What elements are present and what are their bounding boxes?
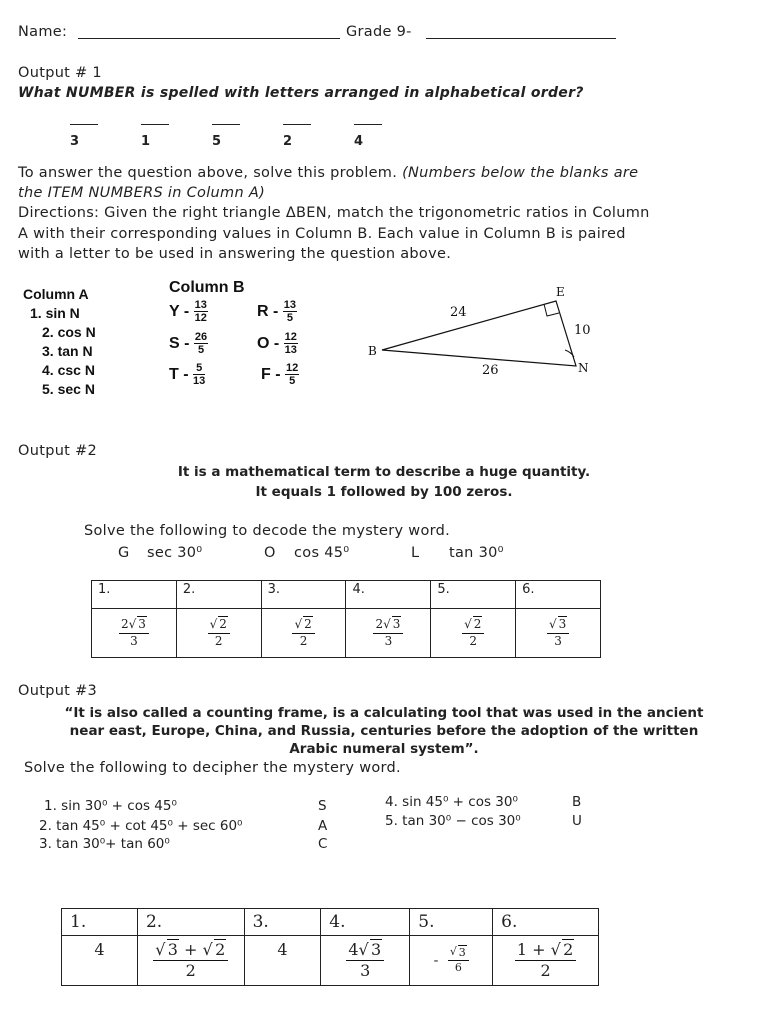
directions-line-2: A with their corresponding values in Column B. Each value in Column B is paired bbox=[18, 226, 626, 242]
table-header-cell: 2. bbox=[137, 909, 244, 936]
side-be-label: 24 bbox=[450, 305, 467, 320]
column-a-item: 2. cos N bbox=[42, 324, 96, 340]
table-value-cell bbox=[431, 609, 516, 658]
intro-note-1: (Numbers below the blanks are bbox=[402, 165, 639, 181]
fraction: √ $\frac{3}{6}$ bbox=[448, 947, 469, 974]
table-header-cell: 5. bbox=[431, 581, 516, 609]
table-header-cell: 6. bbox=[493, 909, 599, 936]
table-value-cell: 4 bbox=[244, 936, 321, 986]
triangle-ben bbox=[382, 301, 576, 366]
clue-expression: sec 30⁰ bbox=[147, 545, 203, 561]
column-b-fraction: $\frac{12}{5}$ bbox=[286, 362, 299, 387]
table-header-cell: 5. bbox=[410, 909, 493, 936]
column-a-item: 1. sin N bbox=[30, 305, 80, 321]
answer-blank-5[interactable] bbox=[354, 114, 382, 125]
table-value-cell bbox=[493, 936, 599, 986]
column-b-fraction: $\frac{13}{12}$ bbox=[194, 299, 207, 324]
vertex-n-label: N bbox=[578, 361, 589, 375]
problem-letter: U bbox=[572, 813, 582, 829]
column-a-title: Column A bbox=[23, 286, 89, 302]
table-header-cell: 1. bbox=[62, 909, 138, 936]
fraction: √ $\frac{2}{2}$ bbox=[292, 618, 314, 647]
triangle-diagram bbox=[360, 280, 610, 390]
fraction: $\frac{2√ 3}{3}$ bbox=[373, 618, 403, 647]
output3-title: Output #3 bbox=[18, 683, 98, 699]
table-header-cell: 2. bbox=[176, 581, 261, 609]
column-b-letter: S - bbox=[169, 335, 190, 353]
vertex-b-label: B bbox=[368, 344, 377, 358]
column-a-item: 4. csc N bbox=[42, 362, 95, 378]
fraction: √ $\frac{2}{2}$ bbox=[462, 618, 484, 647]
table-header-cell: 6. bbox=[516, 581, 601, 609]
column-b-item bbox=[257, 300, 297, 324]
intro-note-2: the ITEM NUMBERS in Column A) bbox=[18, 185, 266, 201]
output2-line1: It is a mathematical term to describe a huge quantity. bbox=[177, 464, 591, 480]
output3-value-row bbox=[62, 936, 599, 986]
right-angle-mark bbox=[544, 304, 559, 316]
table-value-cell bbox=[176, 609, 261, 658]
column-b-item bbox=[169, 300, 208, 324]
column-b-item bbox=[169, 332, 208, 356]
clue-expression: tan 30⁰ bbox=[449, 545, 504, 561]
table-header-cell: 4. bbox=[321, 909, 410, 936]
problem-letter: S bbox=[318, 798, 327, 814]
clue-letter: G bbox=[118, 545, 130, 561]
table-value-cell bbox=[92, 609, 177, 658]
fraction: √ $\frac{3 + √ 2}{2}$ bbox=[153, 941, 228, 979]
output2-title: Output #2 bbox=[18, 443, 98, 459]
blank-number: 1 bbox=[141, 134, 151, 149]
name-blank[interactable] bbox=[78, 26, 340, 39]
answer-blank-2[interactable] bbox=[141, 114, 169, 125]
table-header-cell: 3. bbox=[244, 909, 321, 936]
grade-blank[interactable] bbox=[426, 26, 616, 39]
output3-quote-line1: “It is also called a counting frame, is a calculating tool that was used in the ancient bbox=[64, 705, 704, 721]
column-b-item bbox=[169, 363, 205, 387]
blank-number: 5 bbox=[212, 134, 222, 149]
directions-line-1: Directions: Given the right triangle ΔBEN, match the trigonometric ratios in Column bbox=[18, 205, 650, 221]
table-value-cell bbox=[410, 936, 493, 986]
answer-blank-1[interactable] bbox=[70, 114, 98, 125]
output2-header-row bbox=[92, 581, 601, 609]
problem-expression: 4. sin 45⁰ + cos 30⁰ bbox=[385, 794, 518, 810]
table-value-cell bbox=[261, 609, 346, 658]
column-b-letter: O - bbox=[257, 335, 280, 353]
output3-quote-line3: Arabic numeral system”. bbox=[289, 741, 479, 757]
grade-label: Grade 9- bbox=[346, 24, 412, 40]
column-b-letter: F - bbox=[261, 366, 281, 384]
fraction: $\frac{4√ 3}{3}$ bbox=[346, 941, 384, 979]
column-b-fraction: $\frac{26}{5}$ bbox=[194, 331, 208, 356]
intro-text bbox=[18, 165, 638, 181]
column-a-item: 3. tan N bbox=[42, 343, 93, 359]
clue-letter: L bbox=[411, 545, 420, 561]
column-b-fraction: $\frac{12}{13}$ bbox=[284, 331, 297, 356]
column-b-title: Column B bbox=[169, 279, 245, 296]
answer-blank-3[interactable] bbox=[212, 114, 240, 125]
column-b-fraction: $\frac{13}{5}$ bbox=[283, 299, 297, 324]
problem-letter: B bbox=[572, 794, 582, 810]
fraction: $\frac{2√ 3}{3}$ bbox=[119, 618, 149, 647]
table-header-cell: 4. bbox=[346, 581, 431, 609]
clue-expression: cos 45⁰ bbox=[294, 545, 350, 561]
problem-expression: 3. tan 30⁰+ tan 60⁰ bbox=[39, 836, 170, 852]
intro-main: To answer the question above, solve this problem. bbox=[18, 165, 398, 181]
output3-table bbox=[61, 908, 599, 986]
minus-sign: - bbox=[433, 952, 439, 969]
problem-expression: 1. sin 30⁰ + cos 45⁰ bbox=[44, 798, 177, 814]
table-value-cell bbox=[516, 609, 601, 658]
output1-title: Output # 1 bbox=[18, 65, 102, 81]
output3-quote-line2: near east, Europe, China, and Russia, centuries before the adoption of the written bbox=[69, 723, 699, 739]
table-header-cell: 1. bbox=[92, 581, 177, 609]
blank-number: 2 bbox=[283, 134, 293, 149]
side-bn-label: 26 bbox=[482, 363, 499, 378]
problem-letter: C bbox=[318, 836, 328, 852]
fraction: √ $\frac{3}{3}$ bbox=[547, 618, 569, 647]
table-value-cell bbox=[321, 936, 410, 986]
output3-header-row bbox=[62, 909, 599, 936]
answer-blank-4[interactable] bbox=[283, 114, 311, 125]
output2-table bbox=[91, 580, 601, 658]
clue-letter: O bbox=[264, 545, 276, 561]
side-en-label: 10 bbox=[574, 323, 591, 338]
column-b-letter: T - bbox=[169, 366, 189, 384]
problem-expression: 2. tan 45⁰ + cot 45⁰ + sec 60⁰ bbox=[39, 818, 243, 834]
vertex-e-label: E bbox=[556, 285, 565, 299]
output2-solve: Solve the following to decode the mystery word. bbox=[84, 523, 451, 539]
table-value-cell bbox=[346, 609, 431, 658]
output1-question: What NUMBER is spelled with letters arranged in alphabetical order? bbox=[18, 85, 584, 101]
table-header-cell: 3. bbox=[261, 581, 346, 609]
output2-line2: It equals 1 followed by 100 zeros. bbox=[255, 484, 513, 500]
blank-number: 4 bbox=[354, 134, 364, 149]
column-a-item: 5. sec N bbox=[42, 381, 95, 397]
directions-line-3: with a letter to be used in answering the question above. bbox=[18, 246, 452, 262]
output3-solve: Solve the following to decipher the mystery word. bbox=[24, 760, 401, 776]
column-b-fraction: $\frac{5}{13}$ bbox=[193, 362, 206, 387]
output2-value-row bbox=[92, 609, 601, 658]
blank-number: 3 bbox=[70, 134, 80, 149]
column-b-letter: R - bbox=[257, 303, 279, 321]
column-b-item bbox=[257, 332, 298, 356]
table-value-cell: 4 bbox=[62, 936, 138, 986]
problem-letter: A bbox=[318, 818, 328, 834]
table-value-cell bbox=[137, 936, 244, 986]
problem-expression: 5. tan 30⁰ − cos 30⁰ bbox=[385, 813, 521, 829]
name-label: Name: bbox=[18, 24, 68, 40]
fraction: $\frac{1 + √ 2}{2}$ bbox=[515, 941, 576, 979]
fraction: √ $\frac{2}{2}$ bbox=[208, 618, 230, 647]
column-b-letter: Y - bbox=[169, 303, 190, 321]
column-b-item bbox=[261, 363, 299, 387]
